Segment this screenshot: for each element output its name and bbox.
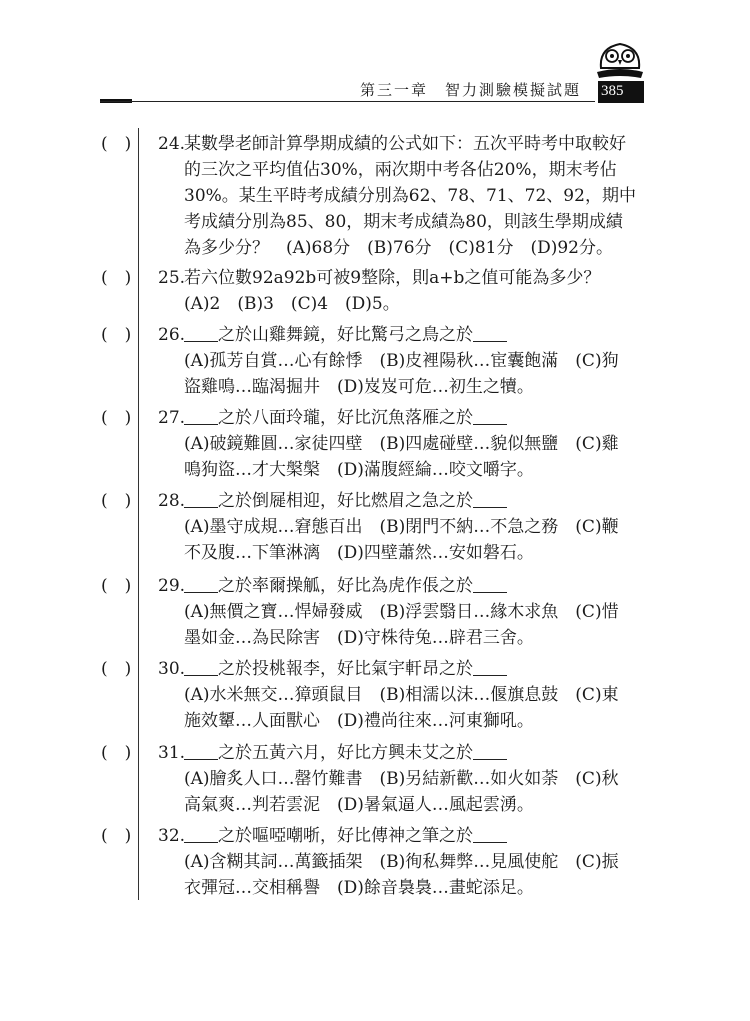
stem-text: 之於倒屣相迎，好比燃眉之急之於 bbox=[218, 491, 473, 511]
stem-text: 之於五黃六月，好比方興未艾之於 bbox=[218, 743, 473, 763]
chapter-title: 第三一章 智力測驗模擬試題 bbox=[360, 81, 582, 99]
fill-blank bbox=[184, 575, 218, 593]
option-line: 不及腹…下筆淋漓 (D)四壁蕭然…安如磐石。 bbox=[184, 543, 534, 563]
stem-text: 之於嘔啞嘲哳，好比傳神之筆之於 bbox=[218, 826, 473, 846]
fill-blank bbox=[473, 742, 507, 760]
question-text-line: 的三次之平均值佔30%，兩次期中考各佔20%，期末考佔 bbox=[184, 160, 617, 180]
option-line: (A)水米無交…獐頭鼠目 (B)相濡以沫…偃旗息鼓 (C)東 bbox=[184, 685, 619, 705]
answer-blank[interactable]: ( ) bbox=[101, 134, 132, 154]
fill-blank bbox=[184, 324, 218, 342]
question-text-line: 考成績分別為85、80，期末考成績為80，則該生學期成績 bbox=[184, 212, 623, 232]
fill-blank bbox=[473, 825, 507, 843]
question-stem bbox=[184, 656, 507, 682]
option-line: 衣彈冠…交相稱譽 (D)餘音裊裊…畫蛇添足。 bbox=[184, 878, 534, 898]
option-line: 墨如金…為民除害 (D)守株待兔…辟君三舍。 bbox=[184, 628, 534, 648]
question-number: 28. bbox=[158, 491, 186, 511]
stem-text: 之於投桃報李，好比氣宇軒昂之於 bbox=[218, 659, 473, 679]
fill-blank bbox=[473, 575, 507, 593]
fill-blank bbox=[184, 825, 218, 843]
answer-blank[interactable]: ( ) bbox=[101, 576, 132, 596]
fill-blank bbox=[184, 490, 218, 508]
question-stem bbox=[184, 322, 507, 348]
question-number: 25. bbox=[158, 268, 186, 288]
option-line: 高氣爽…判若雲泥 (D)暑氣逼人…風起雲湧。 bbox=[184, 795, 534, 815]
fill-blank bbox=[473, 324, 507, 342]
option-line: 盜雞鳴…臨渴掘井 (D)岌岌可危…初生之犢。 bbox=[184, 377, 534, 397]
question-number: 24. bbox=[158, 134, 186, 154]
stem-text: 之於八面玲瓏，好比沉魚落雁之於 bbox=[218, 408, 473, 428]
question-text-line: 為多少分？ (A)68分 (B)76分 (C)81分 (D)92分。 bbox=[184, 238, 613, 258]
question-number: 31. bbox=[158, 743, 186, 763]
option-line: (A)2 (B)3 (C)4 (D)5。 bbox=[184, 294, 400, 314]
option-line: (A)膾炙人口…罄竹難書 (B)另結新歡…如火如荼 (C)秋 bbox=[184, 769, 619, 789]
question-stem bbox=[184, 405, 507, 431]
question-stem bbox=[184, 573, 507, 599]
fill-blank bbox=[184, 658, 218, 676]
option-line: (A)孤芳自賞…心有餘悸 (B)皮裡陽秋…宦囊飽滿 (C)狗 bbox=[184, 351, 619, 371]
fill-blank bbox=[473, 658, 507, 676]
question-number: 32. bbox=[158, 826, 186, 846]
page-number: 385 bbox=[601, 83, 624, 99]
question-number: 29. bbox=[158, 576, 186, 596]
answer-blank[interactable]: ( ) bbox=[101, 491, 132, 511]
fill-blank bbox=[184, 742, 218, 760]
page-header bbox=[0, 0, 750, 110]
answer-blank[interactable]: ( ) bbox=[101, 743, 132, 763]
question-stem bbox=[184, 823, 507, 849]
option-line: 施效顰…人面獸心 (D)禮尚往來…河東獅吼。 bbox=[184, 711, 534, 731]
header-rule bbox=[100, 101, 595, 102]
fill-blank bbox=[473, 490, 507, 508]
question-stem bbox=[184, 488, 507, 514]
answer-blank[interactable]: ( ) bbox=[101, 268, 132, 288]
question-stem bbox=[184, 740, 507, 766]
owl-logo-icon bbox=[595, 38, 645, 84]
answer-blank[interactable]: ( ) bbox=[101, 659, 132, 679]
answer-column-divider bbox=[138, 128, 139, 900]
option-line: (A)破鏡難圓…家徒四壁 (B)四處碰壁…貌似無鹽 (C)雞 bbox=[184, 434, 619, 454]
answer-blank[interactable]: ( ) bbox=[101, 325, 132, 345]
question-number: 26. bbox=[158, 325, 186, 345]
question-text-line: 某數學老師計算學期成績的公式如下：五次平時考中取較好 bbox=[184, 134, 626, 154]
option-line: (A)無價之寶…悍婦發威 (B)浮雲翳日…緣木求魚 (C)惜 bbox=[184, 602, 619, 622]
question-number: 30. bbox=[158, 659, 186, 679]
answer-blank[interactable]: ( ) bbox=[101, 408, 132, 428]
fill-blank bbox=[473, 407, 507, 425]
stem-text: 之於山雞舞鏡，好比驚弓之鳥之於 bbox=[218, 325, 473, 345]
question-number: 27. bbox=[158, 408, 186, 428]
option-line: (A)墨守成規…窘態百出 (B)閉門不納…不急之務 (C)鞭 bbox=[184, 517, 619, 537]
answer-blank[interactable]: ( ) bbox=[101, 826, 132, 846]
option-line: 鳴狗盜…才大槃槃 (D)滿腹經綸…咬文嚼字。 bbox=[184, 460, 534, 480]
stem-text: 之於率爾操觚，好比為虎作倀之於 bbox=[218, 576, 473, 596]
question-text-line: 若六位數92a92b可被9整除，則a+b之值可能為多少？ bbox=[184, 268, 601, 288]
option-line: (A)含糊其詞…萬籤插架 (B)徇私舞弊…見風使舵 (C)振 bbox=[184, 852, 619, 872]
question-text-line: 30%。某生平時考成績分別為62、78、71、72、92，期中 bbox=[184, 186, 636, 206]
fill-blank bbox=[184, 407, 218, 425]
